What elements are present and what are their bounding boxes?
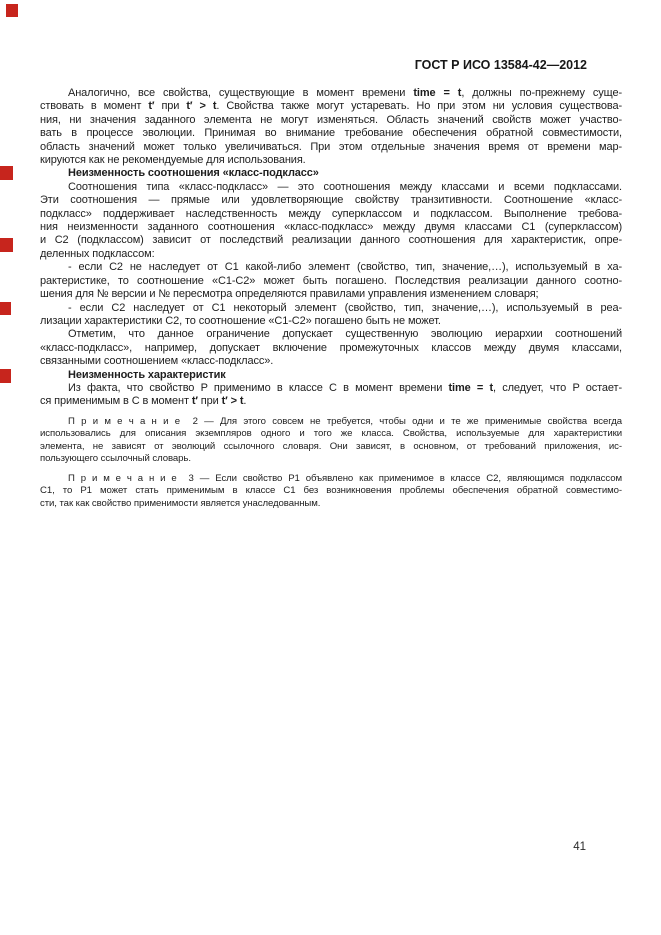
text-line: область значений может только увеличиваться. При этом отдельные значения время от времени мар-	[40, 140, 622, 153]
text-line: П р и м е ч а н и е 3 — Если свойство P1 объявлено как применимое в классе C2, являющимся подклассом	[68, 472, 622, 484]
document-content	[40, 87, 622, 510]
note	[40, 473, 622, 511]
paragraph	[40, 87, 622, 167]
paragraph	[40, 181, 622, 261]
text-line: кируются как не рекомендуемые для использования.	[40, 154, 306, 167]
red-edge-mark	[0, 369, 11, 383]
text-line: Неизменность соотношения «класс-подкласс»	[68, 167, 319, 180]
paragraph	[40, 382, 622, 409]
running-header: ГОСТ Р ИСО 13584-42—2012	[414, 58, 587, 72]
paragraph	[40, 328, 622, 368]
text-line: и C2 (подклассом) зависит от последствий реализации данного соотношения для характеристик, опре-	[40, 234, 622, 247]
text-line: Неизменность характеристик	[68, 368, 226, 381]
section-heading	[40, 167, 622, 180]
text-line: Аналогично, все свойства, существующие в момент времени time = t, должны по-прежнему суще-	[68, 87, 622, 99]
text-line: Эти соотношения — прямые или удовлетворяющие свойству транзитивности. Соотношение «класс-	[40, 194, 622, 207]
text-line: вать в процессе эволюции. Принимая во внимание требование обеспечения обратной совместимости,	[40, 127, 622, 140]
text-line: П р и м е ч а н и е 2 — Для этого совсем не требуется, чтобы одни и те же применимые свойства всегда	[68, 415, 622, 427]
text-line: деленных подклассом:	[40, 247, 155, 260]
text-line: лизации характеристики C2, то соотношение «C1-C2» погашено быть не может.	[40, 314, 441, 327]
text-line: ния неизменности заданного соотношения «класс-подкласс» между двумя классами C1 (суперклассом)	[40, 221, 622, 234]
red-edge-mark	[0, 238, 13, 252]
red-edge-mark	[0, 302, 11, 315]
text-line: «класс-подкласс», например, допускает включение промежуточных классов между двумя классами,	[40, 341, 622, 354]
text-line: рактеристике, то соотношение «C1-C2» может быть погашено. Последствия реализации данного соотно-	[40, 274, 622, 287]
paragraph	[40, 261, 622, 301]
red-edge-mark	[6, 4, 18, 17]
text-line: - если C2 наследует от C1 некоторый элемент (свойство, тип, значение,…), используемый в реа-	[68, 301, 622, 314]
text-line: C1, то P1 может стать применимым в классе C1 без возникновения проблемы обеспечения обратной совместимо-	[40, 485, 622, 497]
text-line: связанными соотношением «класс-подкласс».	[40, 355, 274, 368]
text-line: Отметим, что данное ограничение допускает существенную эволюцию иерархии соотношений	[68, 328, 622, 341]
red-edge-mark	[0, 166, 13, 180]
text-line: ся применимым в C в момент t′ при t′ > t.	[40, 395, 247, 408]
text-line: элемента, не зависят от эволюций ссылочного словаря. Они зависят, в основном, от требований приложения, ис-	[40, 440, 622, 452]
text-line: шения для № версии и № пересмотра определяются правилами управления изменением словаря;	[40, 288, 539, 301]
paragraph	[40, 302, 622, 329]
text-line: ствовать в момент t′ при t′ > t. Свойства также могут устаревать. Но при этом ни условия существова-	[40, 100, 622, 113]
page-number: 41	[573, 841, 586, 853]
text-line: пользующего ссылочный словарь.	[40, 453, 191, 465]
text-line: использовались для описания экземпляров одного и того же класса. Свойства, используемые для характеристики	[40, 428, 622, 440]
text-line: сти, так как свойство применимости является унаследованным.	[40, 497, 321, 509]
note	[40, 416, 622, 466]
section-heading	[40, 369, 622, 382]
text-line: подкласс» поддерживает наследственность между суперклассом и подклассом. Выполнение требова-	[40, 207, 622, 220]
text-line: Из факта, что свойство P применимо в классе C в момент времени time = t, следует, что P остает-	[68, 381, 622, 394]
text-line: - если C2 не наследует от C1 какой-либо элемент (свойство, тип, значение,…), используемый в ха-	[68, 261, 622, 274]
text-line: ния, ни значения заданного элемента не могут изменяться. Область значений свойств может участво-	[40, 113, 622, 126]
text-line: Соотношения типа «класс-подкласс» — это соотношения между классами и всеми подклассами.	[68, 180, 622, 193]
